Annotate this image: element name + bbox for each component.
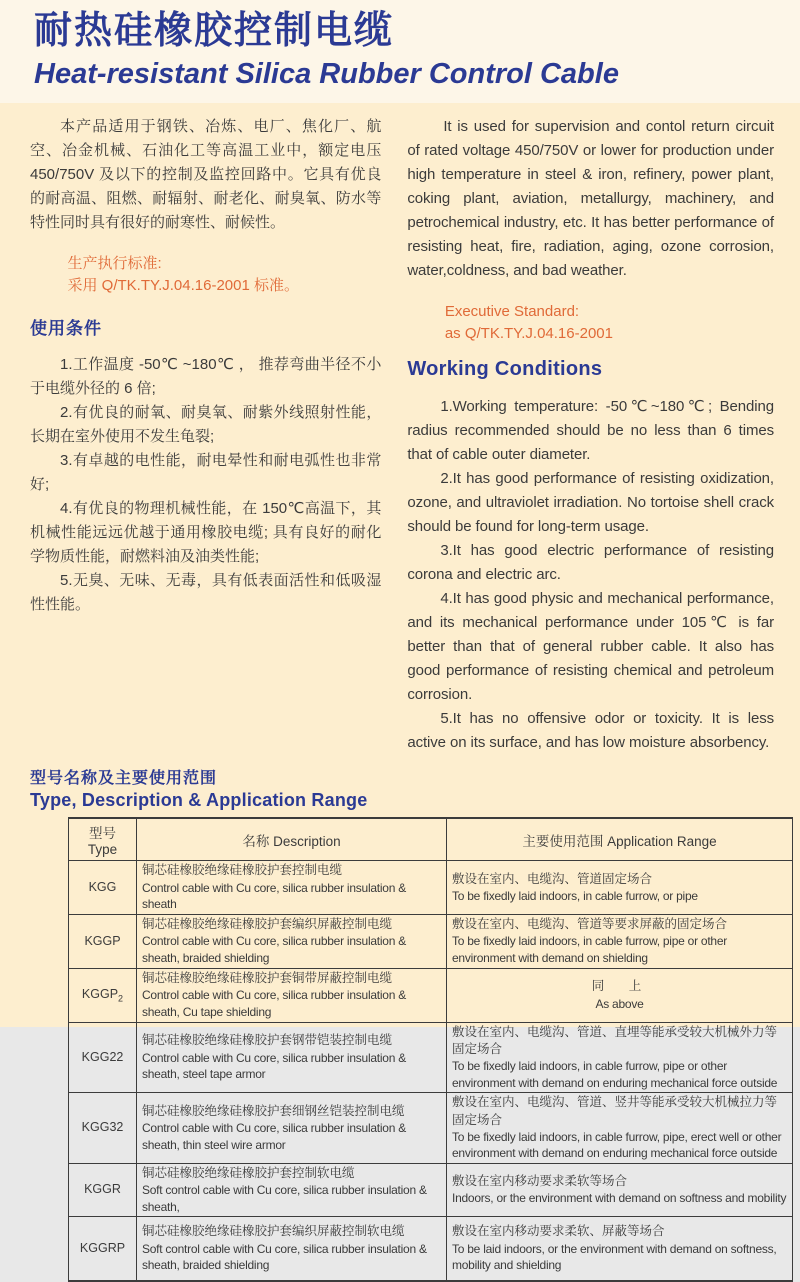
table-heading-zh: 型号名称及主要使用范围 xyxy=(30,770,218,788)
cell-application xyxy=(447,861,793,914)
standard-value-zh: 采用 Q/TK.TY.J.04.16-2001 标准。 xyxy=(67,276,299,294)
description-en: Control cable with Cu core, silica rubber insulation & sheath, Cu tape shielding xyxy=(142,988,406,1019)
table-row xyxy=(69,1022,793,1093)
cell-application xyxy=(447,1093,793,1164)
application-en: To be fixedly laid indoors, in cable furrow, pipe or other environment with demand on enduring mechanical force outside xyxy=(452,1059,778,1090)
application-zh: 敷设在室内、电缆沟、管道固定场合 xyxy=(452,871,653,886)
application-en: To be laid indoors, or the environment with demand on softness, mobility and shielding xyxy=(452,1241,777,1273)
type-description-table xyxy=(68,817,793,1281)
section-heading-working-conditions-en: Working Conditions xyxy=(407,358,603,381)
table-row xyxy=(69,1217,793,1281)
cell-type: KGGR xyxy=(69,1163,137,1216)
right-column xyxy=(407,115,774,756)
condition-item: 4.It has good physic and mechanical performance, and its mechanical performance under 105℃ is far better than that of general rubber cable. It also has good performance of resisting chemical and petroleum corrosion. xyxy=(407,590,774,704)
table-row xyxy=(69,1163,793,1216)
application-zh: 敷设在室内、电缆沟、管道、直埋等能承受较大机械外力等固定场合 xyxy=(452,1024,778,1056)
application-zh: 敷设在室内、电缆沟、管道等要求屏蔽的固定场合 xyxy=(452,917,728,932)
table-row xyxy=(69,1093,793,1164)
column-header-application: 主要使用范围 Application Range xyxy=(447,818,793,861)
condition-item: 5.It has no offensive odor or toxicity. It is less active on its surface, and has low moisture absorbency. xyxy=(407,710,774,752)
cell-type: KGGRP xyxy=(69,1217,137,1281)
application-zh: 敷设在室内移动要求柔软、屏蔽等场合 xyxy=(452,1224,665,1239)
intro-columns xyxy=(0,103,800,756)
cell-description xyxy=(137,1163,447,1216)
application-zh: 同 上 xyxy=(591,979,648,994)
condition-item: 3.It has good electric performance of resisting corona and electric arc. xyxy=(407,542,774,584)
application-en: To be fixedly laid indoors, in cable furrow, pipe, erect well or other environment with demand on enduring mechanical force outside xyxy=(452,1129,782,1161)
intro-paragraph-en: It is used for supervision and contol return circuit of rated voltage 450/750V or lower for production under high temperature in steel & iron, refinery, power plant, coking plant, aviation, metallurgy, machinery, and petrochemical industry, etc. It has better performance of resisting heat, fire, radiation, aging, ozone corrosion, water,coldness, and bad weather. xyxy=(407,117,774,279)
application-en: To be fixedly laid indoors, in cable furrow, or pipe xyxy=(452,888,698,903)
intro-paragraph-zh: 本产品适用于钢铁、冶炼、电厂、焦化厂、航空、冶金机械、石油化工等高温工业中，额定电压 450/750V 及以下的控制及监控回路中。它具有优良的耐高温、阻燃、耐辐射、耐老化、耐臭氧、防水等特性同时具有很好的耐寒性、耐候性。 xyxy=(30,117,382,231)
application-en: As above xyxy=(595,996,644,1011)
standard-value-en: as Q/TK.TY.J.04.16-2001 xyxy=(444,324,613,342)
cell-description xyxy=(137,1217,447,1281)
description-zh: 铜芯硅橡胶绝缘硅橡胶护套编织屏蔽控制软电缆 xyxy=(142,1224,405,1239)
condition-item: 5.无臭、无味、无毒，具有低表面活性和低吸湿性性能。 xyxy=(30,572,382,614)
section-heading-usage-zh: 使用条件 xyxy=(30,319,102,339)
description-en: Control cable with Cu core, silica rubber insulation & sheath, braided shielding xyxy=(142,934,406,965)
application-zh: 敷设在室内移动要求柔软等场合 xyxy=(452,1174,628,1189)
working-conditions-list-en xyxy=(407,395,774,755)
description-zh: 铜芯硅橡胶绝缘硅橡胶护套钢带铠装控制电缆 xyxy=(142,1033,393,1048)
application-en: To be fixedly laid indoors, in cable furrow, pipe or other environment with demand on shielding xyxy=(452,934,727,965)
table-row xyxy=(69,914,793,968)
page-header xyxy=(0,0,800,103)
cell-description xyxy=(137,1022,447,1093)
cell-type: KGG22 xyxy=(69,1022,137,1093)
left-column xyxy=(30,115,381,756)
description-en: Control cable with Cu core, silica rubber insulation & sheath, thin steel wire armor xyxy=(142,1121,406,1152)
table-heading-en: Type, Description & Application Range xyxy=(30,790,368,811)
cell-type: KGGP xyxy=(69,914,137,968)
condition-item: 2.有优良的耐氧、耐臭氧、耐紫外线照射性能，长期在室外使用不发生龟裂; xyxy=(30,404,382,446)
page-title-en: Heat-resistant Silica Rubber Control Cable xyxy=(34,57,619,90)
cell-type: KGG32 xyxy=(69,1093,137,1164)
table-header-row xyxy=(69,818,793,861)
description-zh: 铜芯硅橡胶绝缘硅橡胶护套铜带屏蔽控制电缆 xyxy=(142,971,393,986)
standard-label-zh: 生产执行标准: xyxy=(67,254,162,272)
working-conditions-list-zh xyxy=(30,353,381,617)
description-en: Soft control cable with Cu core, silica rubber insulation & sheath, xyxy=(142,1183,427,1214)
column-header-description: 名称 Description xyxy=(137,818,447,861)
column-header-type: 型号 Type xyxy=(69,818,137,861)
cell-description xyxy=(137,968,447,1022)
cell-type: KGG xyxy=(69,861,137,914)
cell-application xyxy=(447,1217,793,1281)
description-zh: 铜芯硅橡胶绝缘硅橡胶护套细钢丝铠装控制电缆 xyxy=(142,1103,405,1118)
cell-description xyxy=(137,861,447,914)
application-en: Indoors, or the environment with demand on softness and mobility xyxy=(452,1191,787,1206)
table-row xyxy=(69,861,793,914)
cell-application xyxy=(447,1022,793,1093)
cell-description xyxy=(137,914,447,968)
page-title-zh: 耐热硅橡胶控制电缆 xyxy=(34,10,395,52)
description-en: Soft control cable with Cu core, silica rubber insulation & sheath, braided shielding xyxy=(142,1241,427,1273)
table-row xyxy=(69,968,793,1022)
cell-description xyxy=(137,1093,447,1164)
type-table-section xyxy=(0,755,800,1281)
description-zh: 铜芯硅橡胶绝缘硅橡胶护套编织屏蔽控制电缆 xyxy=(142,917,393,932)
condition-item: 1.工作温度 -50℃ ~180℃ ， 推荐弯曲半径不小于电缆外径的 6 倍; xyxy=(30,356,382,398)
description-en: Control cable with Cu core, silica rubber insulation & sheath xyxy=(142,880,406,912)
condition-item: 3.有卓越的电性能，耐电晕性和耐电弧性也非常好; xyxy=(30,452,382,494)
cell-application xyxy=(447,968,793,1022)
cell-application xyxy=(447,1163,793,1216)
condition-item: 2.It has good performance of resisting oxidization, ozone, and ultraviolet irradiation. No tortoise shell crack should be found for long-term usage. xyxy=(407,470,774,536)
description-zh: 铜芯硅橡胶绝缘硅橡胶护套控制软电缆 xyxy=(142,1165,355,1180)
condition-item: 1.Working temperature: -50℃~180℃; Bending radius recommended should be no less than 6 times that of cable outer diameter. xyxy=(407,398,774,464)
cell-type: $KGGP_2$ xyxy=(69,968,137,1022)
application-zh: 敷设在室内、电缆沟、管道、竖井等能承受较大机械拉力等固定场合 xyxy=(452,1095,778,1127)
description-zh: 铜芯硅橡胶绝缘硅橡胶护套控制电缆 xyxy=(142,863,343,878)
condition-item: 4.有优良的物理机械性能，在 150℃高温下，其机械性能远远优越于通用橡胶电缆; 具有良好的耐化学物质性能，耐燃料油及油类性能; xyxy=(30,500,382,566)
description-en: Control cable with Cu core, silica rubber insulation & sheath, steel tape armor xyxy=(142,1050,406,1082)
standard-label-en: Executive Standard: xyxy=(444,302,580,320)
cell-application xyxy=(447,914,793,968)
